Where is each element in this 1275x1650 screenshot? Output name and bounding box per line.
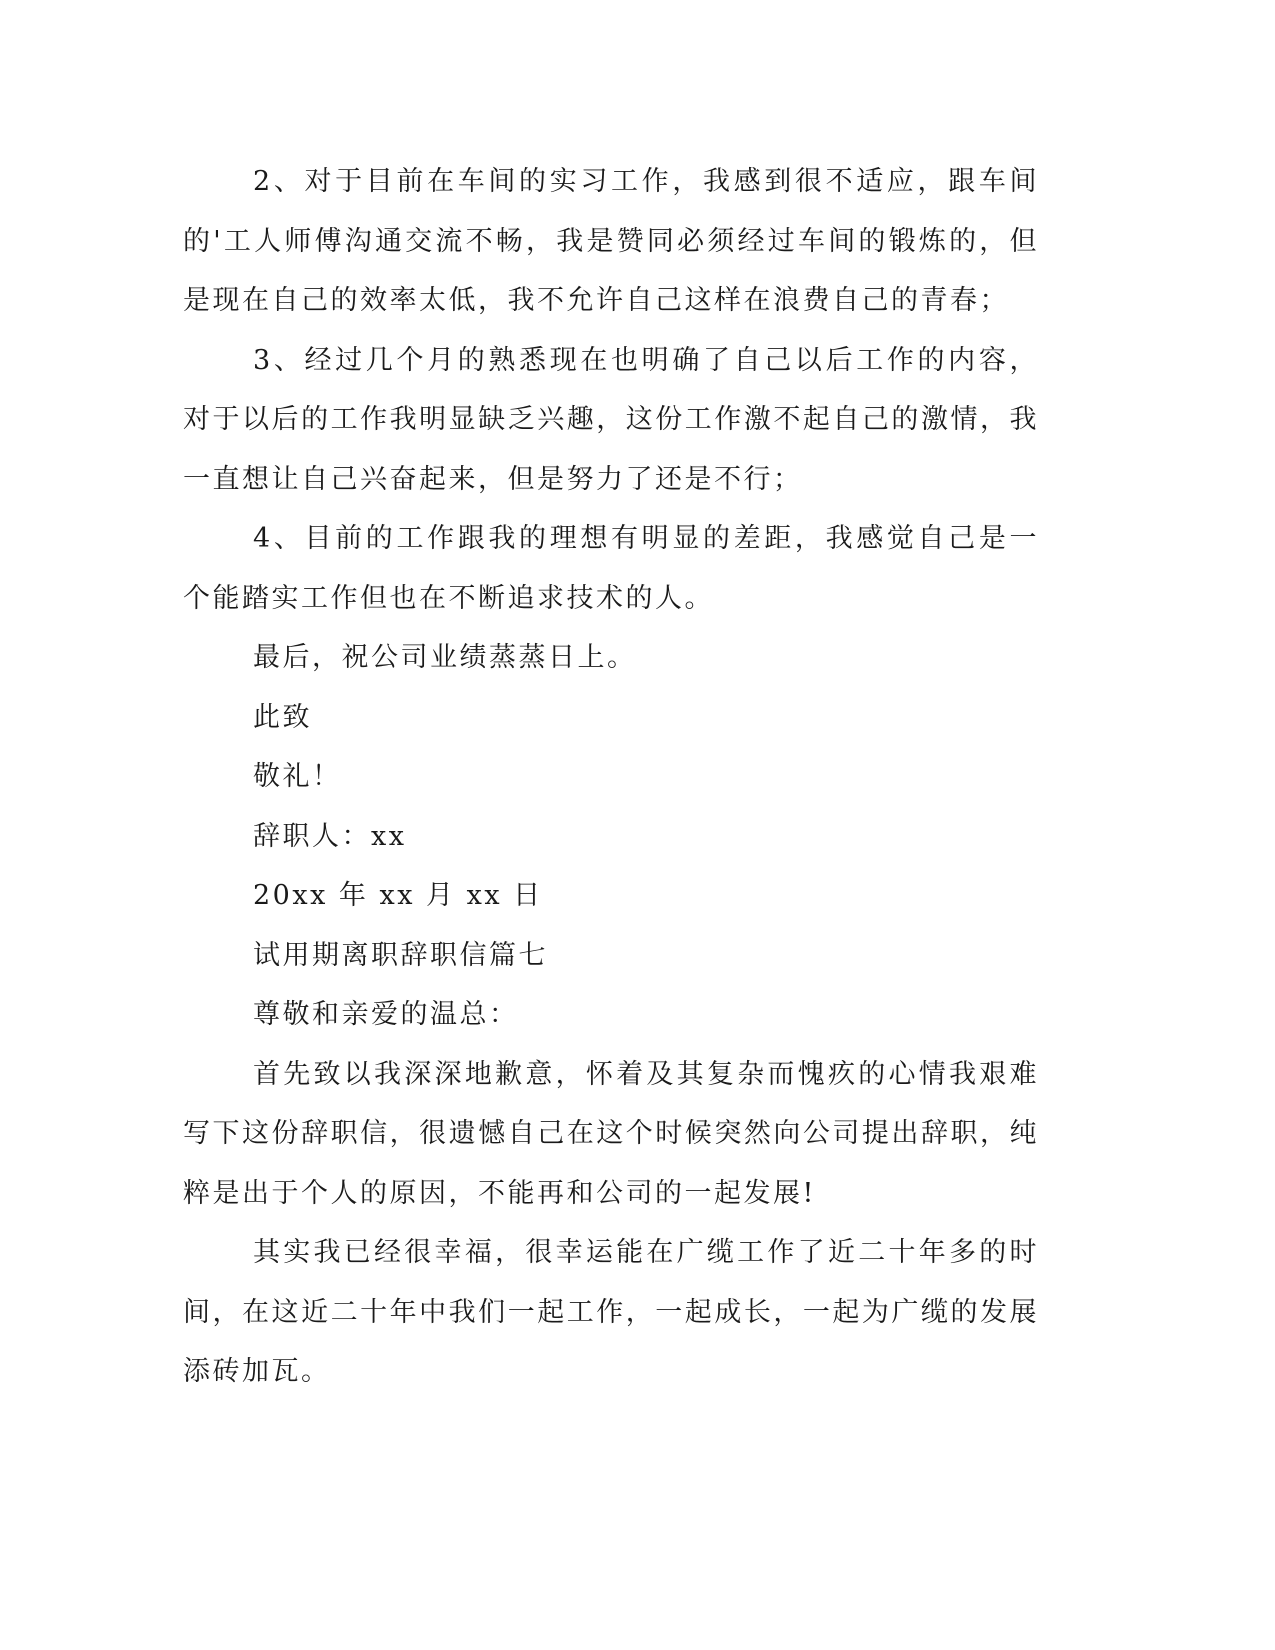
paragraph-point-4: 4、目前的工作跟我的理想有明显的差距，我感觉自己是一个能踏实工作但也在不断追求技术的人。 — [183, 523, 1039, 614]
closing-wish: 最后，祝公司业绩蒸蒸日上。 — [253, 642, 637, 673]
paragraph-point-2: 2、对于目前在车间的实习工作，我感到很不适应，跟车间的'工人师傅沟通交流不畅，我是赞同必须经过车间的锻炼的，但是现在自己的效率太低，我不允许自己这样在浪费自己的青春； — [183, 166, 1039, 316]
paragraph-body-1: 首先致以我深深地歉意，怀着及其复杂而愧疚的心情我艰难写下这份辞职信，很遗憾自己在这个时候突然向公司提出辞职，纯粹是出于个人的原因，不能再和公司的一起发展! — [183, 1058, 1039, 1209]
paragraph-body-2: 其实我已经很幸福，很幸运能在广缆工作了近二十年多的时间，在这近二十年中我们一起工作，一起成长，一起为广缆的发展添砖加瓦。 — [183, 1237, 1039, 1387]
salutation-line-2: 敬礼！ — [253, 761, 342, 792]
signer-line: 辞职人：xx — [253, 820, 407, 852]
greeting-line: 尊敬和亲爱的温总： — [253, 999, 519, 1030]
document-page — [183, 152, 1039, 1402]
section-title: 试用期离职辞职信篇七 — [253, 939, 548, 971]
date-line: 20xx 年 xx 月 xx 日 — [253, 880, 543, 911]
paragraph-point-3: 3、经过几个月的熟悉现在也明确了自己以后工作的内容，对于以后的工作我明显缺乏兴趣，这份工作激不起自己的激情，我一直想让自己兴奋起来，但是努力了还是不行； — [183, 344, 1039, 495]
salutation-line-1: 此致 — [253, 701, 312, 733]
